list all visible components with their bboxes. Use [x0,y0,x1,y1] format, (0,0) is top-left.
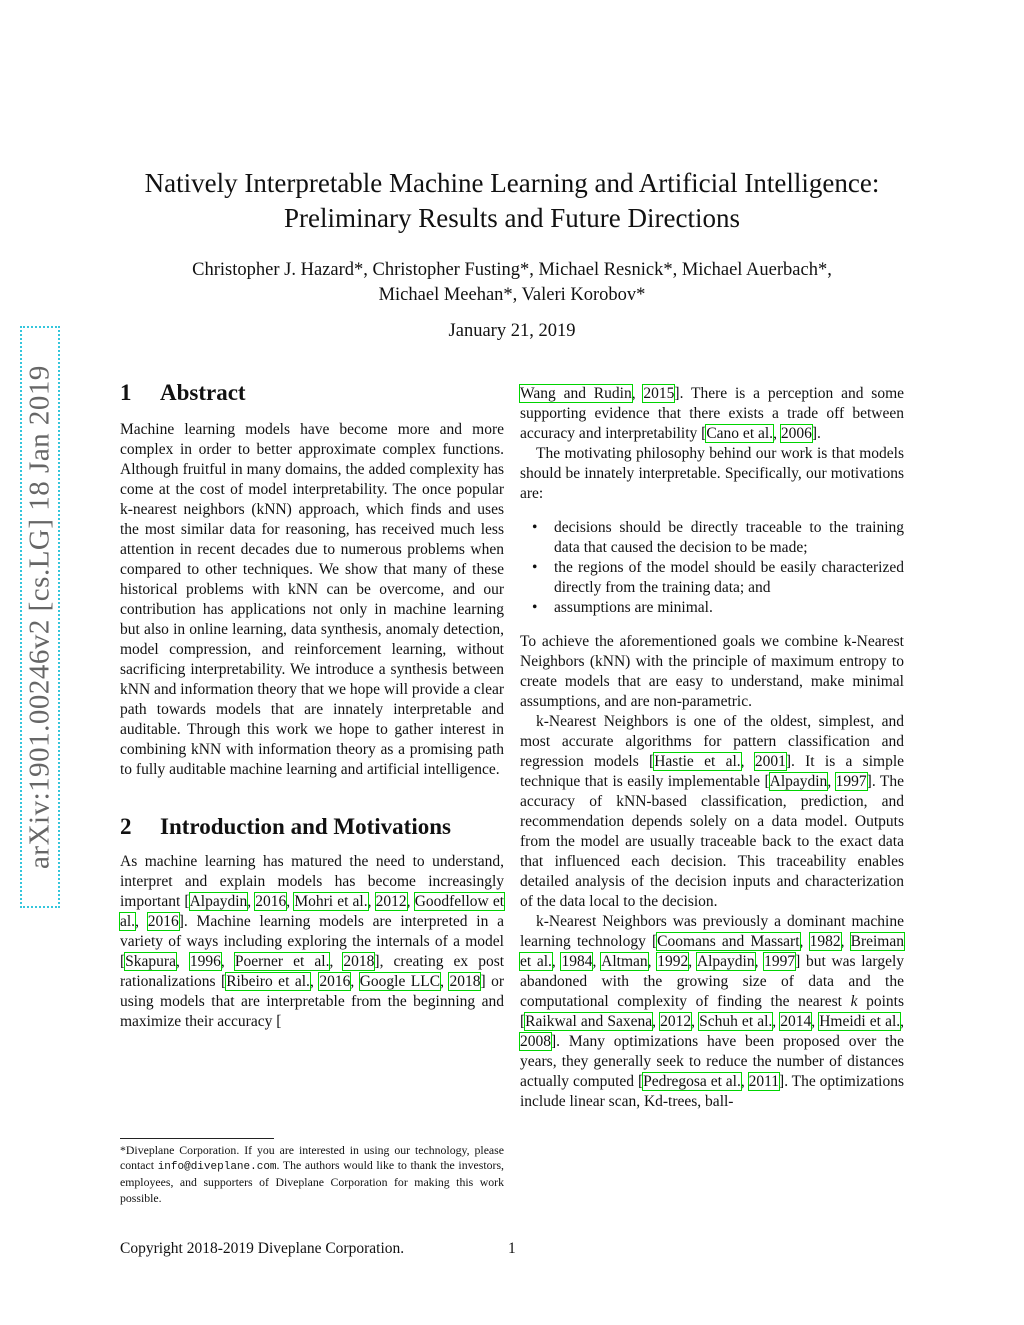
paper-title [100,166,924,236]
intro-paragraph-3: To achieve the aforementioned goals we combine k-Nearest Neighbors (kNN) with the principle of maximum entropy to create models that are easy to understand, make minimal assumptions, and are non-parametric. [520,633,904,710]
citation-link[interactable]: 2015 [643,385,675,402]
citation-link[interactable]: Coomans and Massart [657,933,800,950]
introduction-heading [120,812,504,842]
citation-link[interactable]: Pedregosa et al. [643,1073,741,1090]
list-item: • decisions should be directly traceable to the training data that caused the decision to be made; [554,518,904,558]
intro-paragraph-5: k-Nearest Neighbors was previously a dominant machine learning technology [Coomans and Massart, 1982, Breiman et al., 1984, Altman, 1992, Alpaydin, 1997] but was largely abandoned with the growing size of data and the computational complexity of finding the nearest k points [Raikwal and Saxena, 2012, Schuh et al., 2014, Hmeidi et al., 2008]. Many optimizations have been proposed over the years, they generally seek to reduce the number of distances actually computed [Pedregosa et al., 2011]. The optimizations include linear scan, Kd-trees, ball- [520,913,905,1110]
citation-link[interactable]: 2001 [754,753,786,770]
list-item: • assumptions are minimal. [554,598,904,618]
citation-link[interactable]: 2016 [147,913,179,930]
citation-link[interactable]: Alpaydin [769,773,828,790]
paper-date: January 21, 2019 [448,321,576,341]
page-number: 1 [508,1240,516,1257]
citation-link[interactable]: Ribeiro et al. [226,973,310,990]
section-title: Introduction and Motivations [160,814,451,839]
citation-link[interactable]: 2006 [780,425,812,442]
citation-link[interactable]: 1992 [657,953,689,970]
citation-link[interactable]: 1984 [561,953,593,970]
title-line-2: Preliminary Results and Future Directions [284,203,740,233]
citation-link[interactable]: Alpaydin [696,953,755,970]
intro-paragraph-2: The motivating philosophy behind our work is that models should be innately interpretable. Specifically, our motivations are: [520,445,904,502]
citation-link[interactable]: Skapura [125,953,176,970]
intro-paragraph-1: As machine learning has matured the need to understand, interpret and explain models has become increasingly important [Alpaydin, 2016, Mohri et al., 2012, Goodfellow et al., 2016]. Machine learning models are interpreted in a variety of ways including exploring the internals of a model [Skapura, 1996, Poerner et al., 2018], creating ex post rationalizations [Ribeiro et al., 2016, Google LLC, 2018] or using models that are interpretable from the beginning and maximize their accuracy [ [120,853,505,1030]
arxiv-identifier-stamp[interactable] [20,326,60,908]
footnote-text: *Diveplane Corporation. If you are interested in using our technology, please contact info@diveplane.com. The authors would like to thank the investors, employees, and supporters of Diveplane Corporation for making this work possible. [120,1143,504,1205]
footnote-rule [120,1138,274,1139]
intro-paragraph-1-continued: Wang and Rudin, 2015]. There is a perception and some supporting evidence that there exists a trade off between accuracy and interpretability [Cano et al., 2006]. [520,385,904,442]
citation-link[interactable]: 1996 [189,953,221,970]
authors-line-1: Christopher J. Hazard*, Christopher Fusting*, Michael Resnick*, Michael Auerbach*, [192,260,832,280]
citation-link[interactable]: Google LLC [359,973,441,990]
citation-link[interactable]: Breiman et al. [520,933,904,970]
citation-link[interactable]: Hmeidi et al. [819,1013,901,1030]
author-list [100,258,924,308]
citation-link[interactable]: 1997 [764,953,796,970]
left-column [120,378,504,1032]
abstract-heading [120,378,504,408]
list-item: • the regions of the model should be easily characterized directly from the training data; and [554,558,904,598]
citation-link[interactable]: Goodfellow et al. [120,893,505,930]
citation-link[interactable]: Raikwal and Saxena [525,1013,653,1030]
section-number: 1 [120,380,132,405]
citation-link[interactable]: Altman [601,953,648,970]
contact-email[interactable]: info@diveplane.com [157,1161,277,1174]
citation-link[interactable]: 2014 [780,1013,812,1030]
citation-link[interactable]: Schuh et al. [699,1013,773,1030]
citation-link[interactable]: 2012 [375,893,407,910]
title-line-1: Natively Interpretable Machine Learning and Artificial Intelligence: [144,168,880,198]
citation-link[interactable]: 2012 [660,1013,692,1030]
citation-link[interactable]: 1997 [835,773,867,790]
citation-link[interactable]: Hastie et al. [654,753,741,770]
citation-link[interactable]: 2016 [319,973,351,990]
arxiv-identifier-text: arXiv:1901.00246v2 [cs.LG] 18 Jan 2019 [23,365,56,869]
footnote [120,1138,504,1206]
copyright-notice: Copyright 2018-2019 Diveplane Corporation. [120,1240,405,1257]
citation-link[interactable]: 1982 [809,933,841,950]
citation-link[interactable]: 2018 [449,973,481,990]
section-number: 2 [120,814,132,839]
citation-link[interactable]: Wang and Rudin [520,385,632,402]
citation-link[interactable]: 2018 [343,953,375,970]
citation-link[interactable]: 2011 [748,1073,780,1090]
citation-link[interactable]: Cano et al. [706,425,774,442]
citation-link[interactable]: Alpaydin [189,893,248,910]
citation-link[interactable]: 2008 [520,1033,551,1050]
motivation-list [520,518,904,618]
citation-link[interactable]: Poerner et al. [234,953,330,970]
citation-link[interactable]: Mohri et al. [294,893,368,910]
citation-link[interactable]: 2016 [255,893,287,910]
authors-line-2: Michael Meehan*, Valeri Korobov* [378,285,646,305]
intro-paragraph-4: k-Nearest Neighbors is one of the oldest, simplest, and most accurate algorithms for pattern classification and regression models [Hastie et al., 2001]. It is a simple technique that is easily implementable [Alpaydin, 1997]. The accuracy of kNN-based classification, prediction, and recommendation depends solely on a data model. Outputs from the model are usually traceable back to the exact data that influenced each decision. This traceability enables detailed analysis of the decision inputs and characterization of the data local to the decision. [520,713,905,910]
section-title: Abstract [160,380,246,405]
right-column [520,384,904,1112]
abstract-text: Machine learning models have become more and more complex in order to better approximate complex functions. Although fruitful in many domains, the added complexity has come at the cost of model interpretability. The once popular k-nearest neighbors (kNN) approach, which finds and uses the most similar data for reasoning, has received much less attention in recent decades due to numerous problems when compared to other techniques. We show that many of these historical problems with kNN can be overcome, and our contribution has applications not only in machine learning but also in online learning, data synthesis, anomaly detection, model compression, and reinforcement learning, without sacrificing interpretability. We introduce a synthesis between kNN and information theory that we hope will provide a clear path towards models that are innately interpretable and auditable. Through this work we hope to gather interest in combining kNN with information theory as a promising path to fully auditable machine learning and artificial intelligence. [120,421,504,778]
